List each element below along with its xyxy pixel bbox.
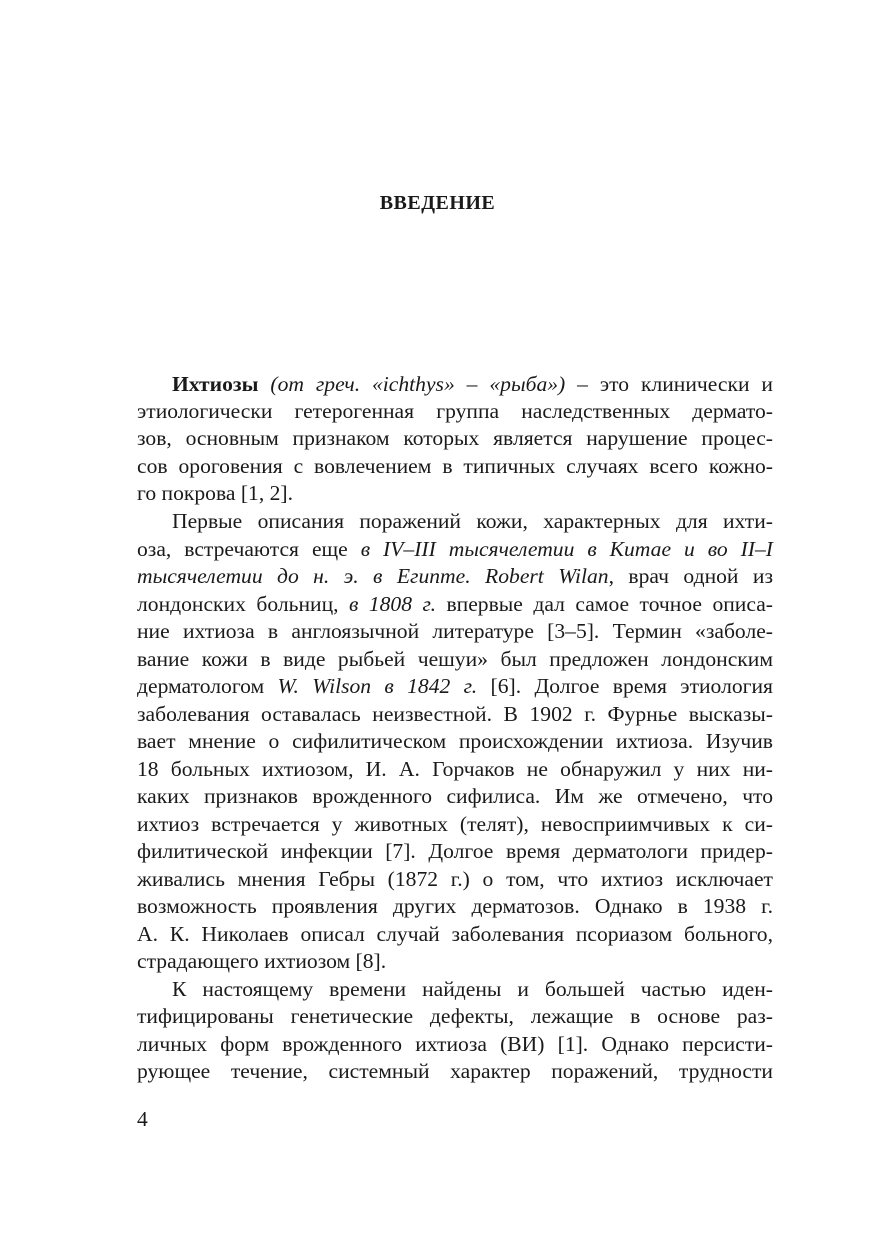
text-segment: вает мнение о сифилитическом происхождении ихтиоза. Изучив bbox=[137, 729, 773, 753]
text-line bbox=[137, 892, 773, 920]
page-title: ВВЕДЕНИЕ bbox=[379, 192, 496, 214]
italic-text: тысячелетии до н. э. в Египте. Robert Wilan bbox=[137, 564, 609, 588]
text-segment: филитической инфекции [7]. Долгое время дерматологи придер- bbox=[137, 839, 773, 863]
text-segment: этиологически гетерогенная группа наследственных дермато- bbox=[137, 399, 773, 423]
text-line bbox=[137, 535, 773, 563]
text-segment: вание кожи в виде рыбьей чешуи» был предложен лондонским bbox=[137, 647, 773, 671]
text-segment: , врач одной из bbox=[608, 564, 773, 588]
text-line bbox=[137, 782, 773, 810]
text-line bbox=[172, 975, 773, 1003]
text-line bbox=[137, 397, 773, 425]
page-number: 4 bbox=[137, 1107, 148, 1131]
text-line bbox=[137, 727, 773, 755]
text-line bbox=[172, 507, 773, 535]
italic-text: в 1808 г. bbox=[349, 592, 437, 616]
text-segment: рующее течение, системный характер поражений, трудности bbox=[137, 1059, 773, 1083]
text-segment: личных форм врожденного ихтиоза (ВИ) [1]. Однако персисти- bbox=[137, 1032, 773, 1056]
text-segment: [6]. Долгое время этиология bbox=[477, 674, 773, 698]
italic-text: в IV–III тысячелетии в Китае и во II–I bbox=[360, 537, 773, 561]
text-segment: живались мнения Гебры (1872 г.) о том, что ихтиоз исключает bbox=[137, 867, 773, 891]
text-segment: каких признаков врожденного сифилиса. Им же отмечено, что bbox=[137, 784, 773, 808]
text-segment: го покрова [1, 2]. bbox=[137, 481, 294, 505]
text-segment: ние ихтиоза в англоязычной литературе [3–5]. Термин «заболе- bbox=[137, 619, 773, 643]
italic-text: (от греч. «ichthys» – «рыба») bbox=[270, 372, 566, 396]
text-line bbox=[137, 645, 773, 673]
text-line bbox=[137, 865, 773, 893]
text-line bbox=[137, 920, 773, 948]
text-segment: 18 больных ихтиозом, И. А. Горчаков не обнаружил у них ни- bbox=[137, 757, 773, 781]
text-line bbox=[137, 1057, 773, 1085]
text-segment: заболевания оставалась неизвестной. В 1902 г. Фурнье высказы- bbox=[137, 702, 773, 726]
text-line bbox=[137, 617, 773, 645]
text-segment bbox=[258, 372, 270, 396]
bold-term: Ихтиозы bbox=[172, 372, 259, 396]
text-segment: впервые дал самое точное описа- bbox=[436, 592, 773, 616]
text-line bbox=[137, 755, 773, 783]
italic-text: W. Wilson в 1842 г. bbox=[277, 674, 478, 698]
text-line bbox=[137, 1030, 773, 1058]
text-line bbox=[137, 452, 773, 480]
text-line bbox=[137, 424, 773, 452]
text-segment: К настоящему времени найдены и большей частью иден- bbox=[172, 977, 773, 1001]
text-line bbox=[172, 370, 773, 398]
text-segment: – это клинически и bbox=[565, 372, 773, 396]
text-segment: Первые описания поражений кожи, характерных для ихти- bbox=[172, 509, 773, 533]
text-line bbox=[137, 590, 773, 618]
text-line bbox=[137, 479, 773, 507]
text-segment: ихтиоз встречается у животных (телят), невосприимчивых к си- bbox=[137, 812, 773, 836]
text-segment: зов, основным признаком которых является нарушение процес- bbox=[137, 426, 773, 450]
text-line bbox=[137, 837, 773, 865]
text-line bbox=[137, 672, 773, 700]
text-line bbox=[137, 700, 773, 728]
text-line bbox=[137, 1002, 773, 1030]
text-segment: сов ороговения с вовлечением в типичных случаях всего кожно- bbox=[137, 454, 773, 478]
text-line bbox=[137, 947, 773, 975]
text-segment: А. К. Николаев описал случай заболевания псориазом больного, bbox=[137, 922, 773, 946]
text-segment: дерматологом bbox=[137, 674, 278, 698]
text-line bbox=[137, 810, 773, 838]
text-segment: страдающего ихтиозом [8]. bbox=[137, 949, 387, 973]
text-segment: тифицированы генетические дефекты, лежащие в основе раз- bbox=[137, 1004, 773, 1028]
text-segment: возможность проявления других дерматозов. Однако в 1938 г. bbox=[137, 894, 773, 918]
text-segment: оза, встречаются еще bbox=[137, 537, 361, 561]
text-line bbox=[137, 562, 773, 590]
text-segment: лондонских больниц, bbox=[137, 592, 349, 616]
